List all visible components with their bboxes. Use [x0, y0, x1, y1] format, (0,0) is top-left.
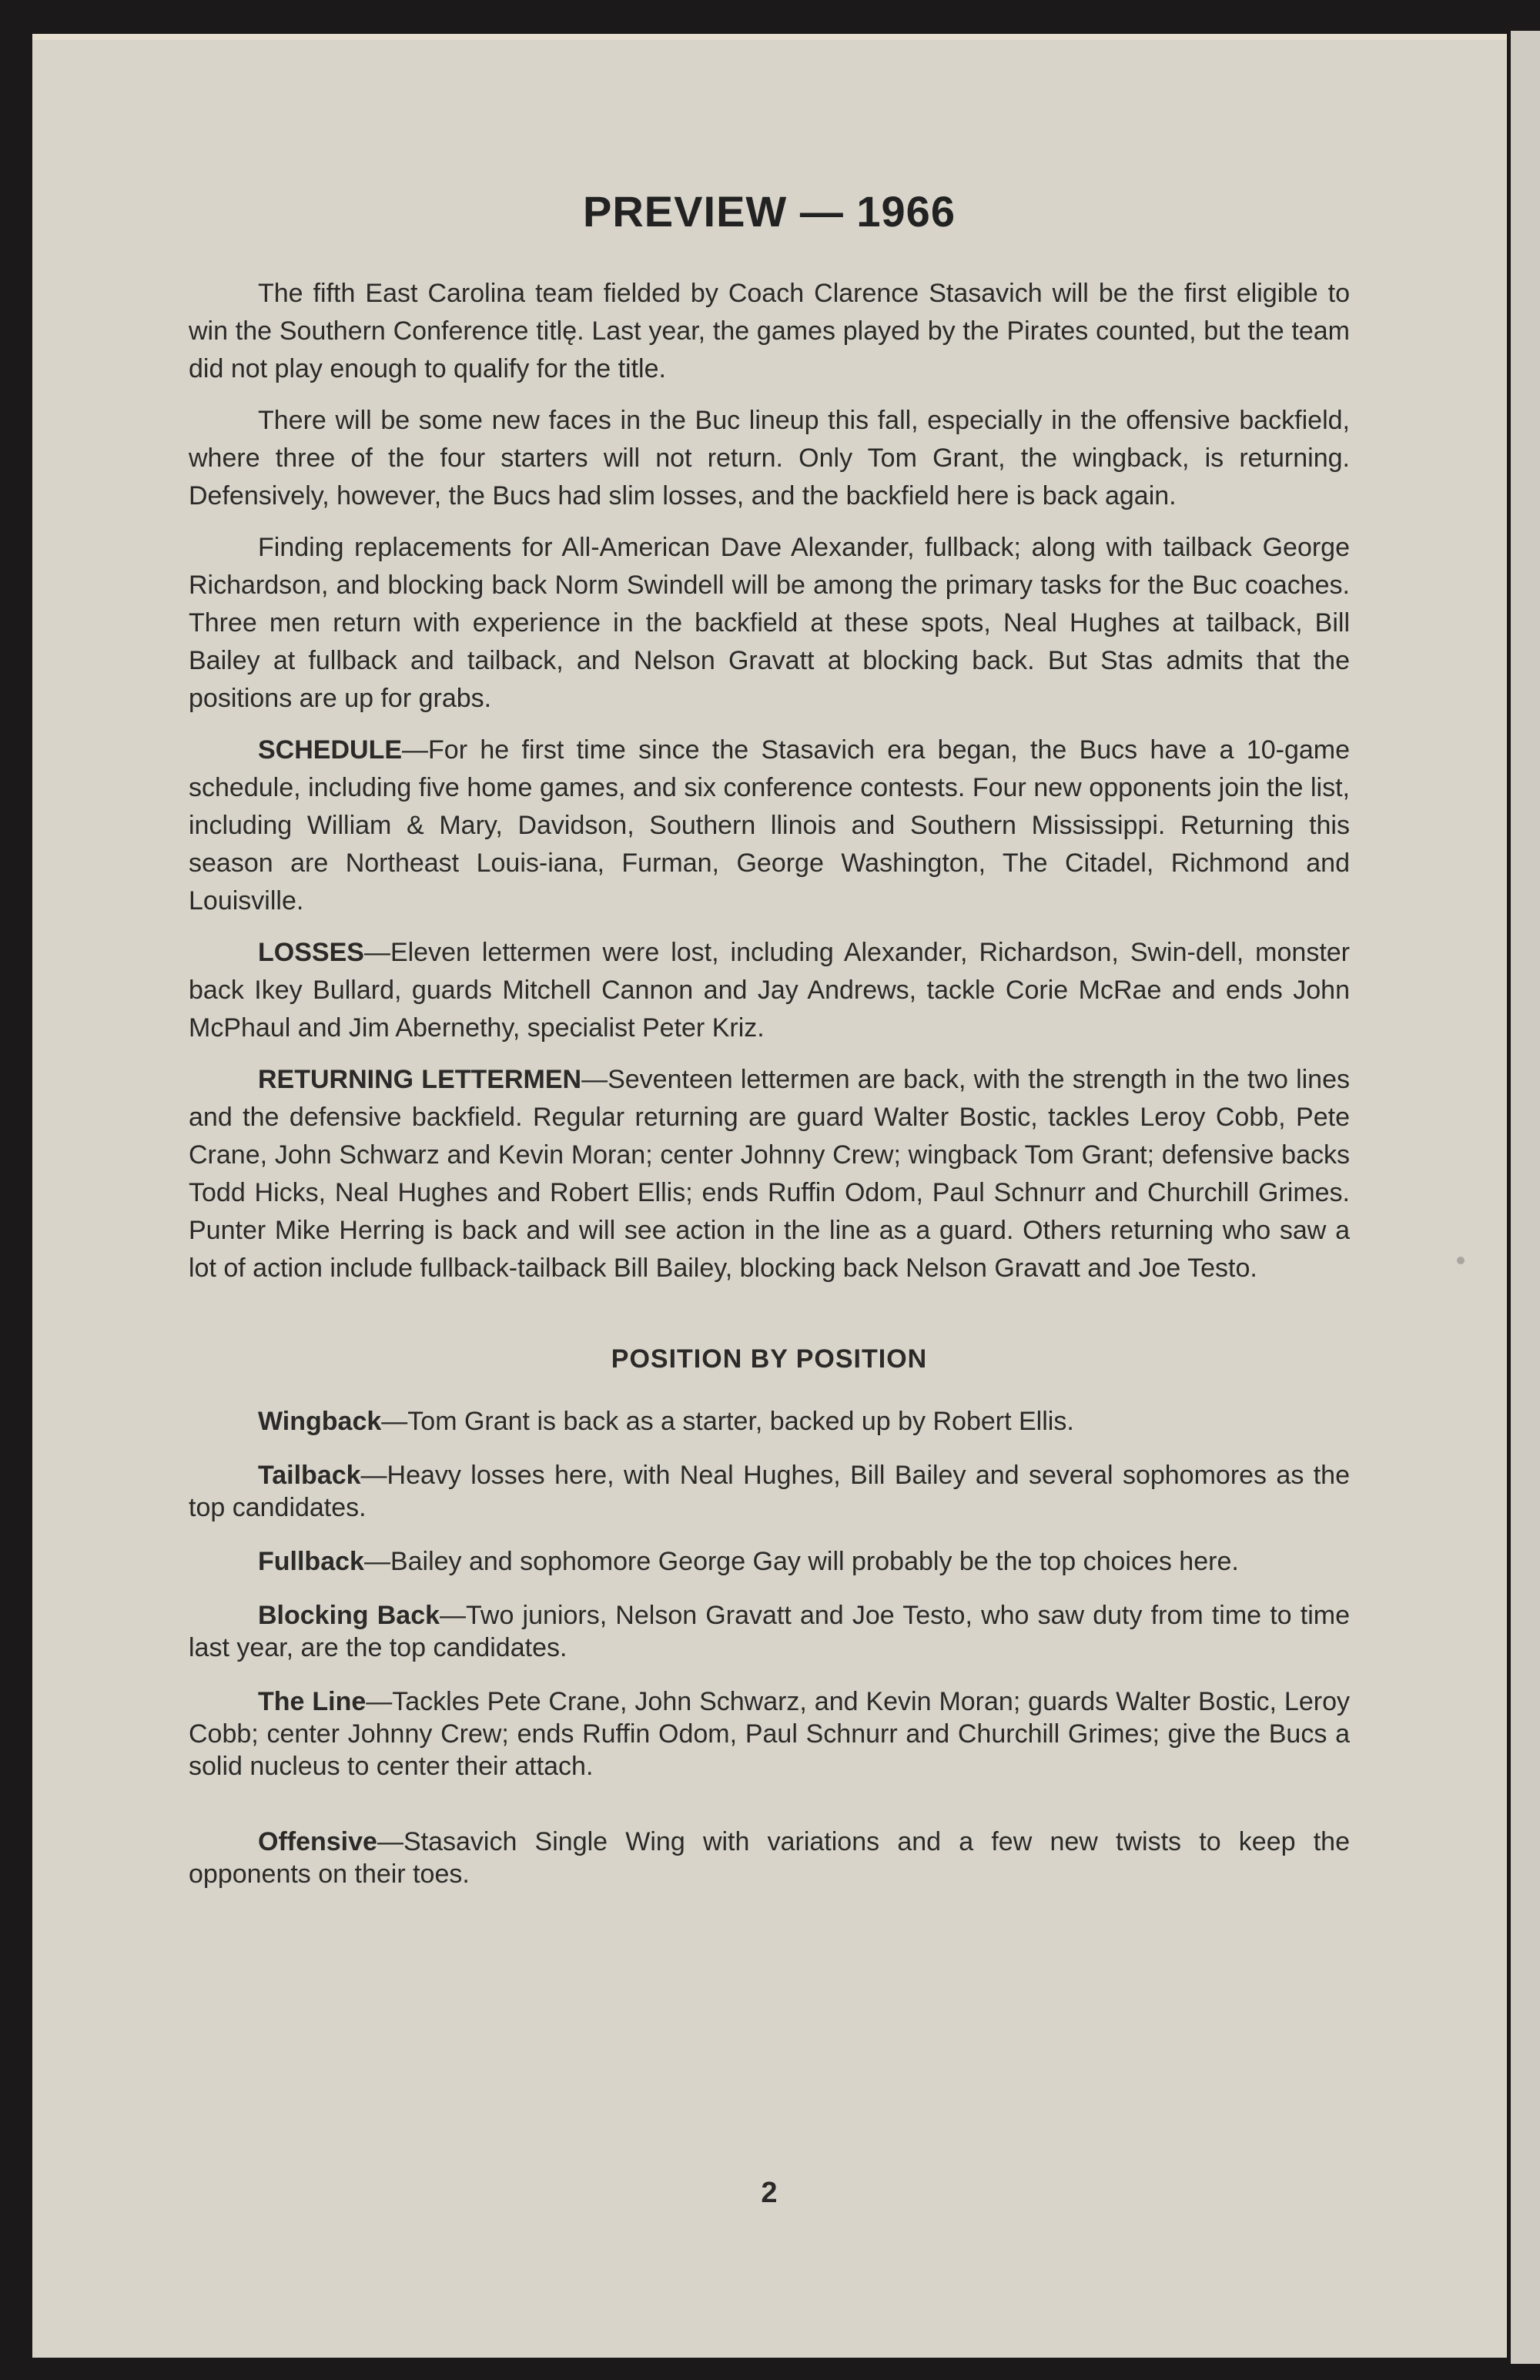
paragraph-text: —For he first time since the Stasavich era began, the Bucs have a 10-game schedule, including five home games, and six conference contests. Four new opponents join the list, including William & Mary, Davidson, Southern llinois and Southern Mississippi. Returning this season are Northeast Louis-iana, Furman, George Washington, The Citadel, Richmond and Louisville. — [189, 735, 1350, 916]
position-text: —Two juniors, Nelson Gravatt and Joe Testo, who saw duty from time to time last year, are the top candidates. — [189, 1601, 1350, 1662]
position-item — [189, 1545, 1350, 1578]
article-body — [189, 275, 1350, 1912]
position-label: Offensive — [258, 1827, 377, 1856]
position-item — [189, 1405, 1350, 1438]
position-text: —Bailey and sophomore George Gay will probably be the top choices here. — [363, 1547, 1239, 1576]
position-label: The Line — [258, 1687, 367, 1716]
paragraph-intro — [189, 275, 1350, 388]
position-label: Tailback — [258, 1461, 361, 1490]
position-text: —Tom Grant is back as a starter, backed up by Robert Ellis. — [381, 1407, 1074, 1436]
page-title: PREVIEW — 1966 — [583, 187, 956, 236]
paragraph-lead: SCHEDULE — [258, 735, 403, 765]
position-item — [189, 1685, 1350, 1782]
paragraph-replacements — [189, 529, 1350, 718]
position-text: —Tackles Pete Crane, John Schwarz, and Kevin Moran; guards Walter Bostic, Leroy Cobb; center Johnny Crew; ends Ruffin Odom, Paul Schnurr and Churchill Grimes; give the Bucs a solid nucleus to center their attach. — [189, 1687, 1350, 1781]
paragraph-text: There will be some new faces in the Buc lineup this fall, especially in the offensive backfield, where three of the four starters will not return. Only Tom Grant, the wingback, is returning. Defensively, however, the Bucs had slim losses, and the backfield here is back again. — [189, 406, 1350, 510]
paragraph-schedule — [189, 731, 1350, 920]
paper-speck — [1457, 1257, 1465, 1264]
position-list — [189, 1405, 1350, 1890]
paragraph-returning — [189, 1061, 1350, 1287]
position-item — [189, 1826, 1350, 1890]
position-text: —Heavy losses here, with Neal Hughes, Bill Bailey and several sophomores as the top candidates. — [189, 1461, 1350, 1522]
paragraph-new-faces — [189, 402, 1350, 515]
paragraph-text: The fifth East Carolina team fielded by Coach Clarence Stasavich will be the first eligible to win the Southern Conference titlę. Last year, the games played by the Pirates counted, but the team did not play enough to qualify for the title. — [189, 279, 1350, 383]
position-item — [189, 1599, 1350, 1664]
position-label: Wingback — [258, 1407, 382, 1436]
document-page — [32, 34, 1507, 2358]
position-label: Fullback — [258, 1547, 364, 1576]
paragraph-text: —Eleven lettermen were lost, including Alexander, Richardson, Swin-dell, monster back Ikey Bullard, guards Mitchell Cannon and Jay Andrews, tackle Corie McRae and ends John McPhaul and Jim Abernethy, specialist Peter Kriz. — [189, 938, 1350, 1043]
page-number: 2 — [761, 2177, 778, 2209]
position-label: Blocking Back — [258, 1601, 440, 1630]
paragraph-text: —Seventeen lettermen are back, with the strength in the two lines and the defensive backfield. Regular returning are guard Walter Bostic, tackles Leroy Cobb, Pete Crane, John Schwarz and Kevin Moran; center Johnny Crew; wingback Tom Grant; defensive backs Todd Hicks, Neal Hughes and Robert Ellis; ends Ruffin Odom, Paul Schnurr and Churchill Grimes. Punter Mike Herring is back and will see action in the line as a guard. Others returning who saw a lot of action include fullback-tailback Bill Bailey, blocking back Nelson Gravatt and Joe Testo. — [189, 1065, 1350, 1283]
paragraph-text: Finding replacements for All-American Dave Alexander, fullback; along with tailback George Richardson, and blocking back Norm Swindell will be among the primary tasks for the Buc coaches. Three men return with experience in the backfield at these spots, Neal Hughes at tailback, Bill Bailey at fullback and tailback, and Nelson Gravatt at blocking back. But Stas admits that the positions are up for grabs. — [189, 533, 1350, 713]
adjacent-page-edge — [1511, 31, 1540, 2364]
position-text: —Stasavich Single Wing with variations and a few new twists to keep the opponents on their toes. — [189, 1827, 1350, 1889]
position-heading: POSITION BY POSITION — [611, 1344, 928, 1374]
paragraph-lead: LOSSES — [258, 938, 364, 967]
paragraph-losses — [189, 934, 1350, 1047]
paragraph-lead: RETURNING LETTERMEN — [258, 1065, 582, 1094]
position-item — [189, 1459, 1350, 1524]
